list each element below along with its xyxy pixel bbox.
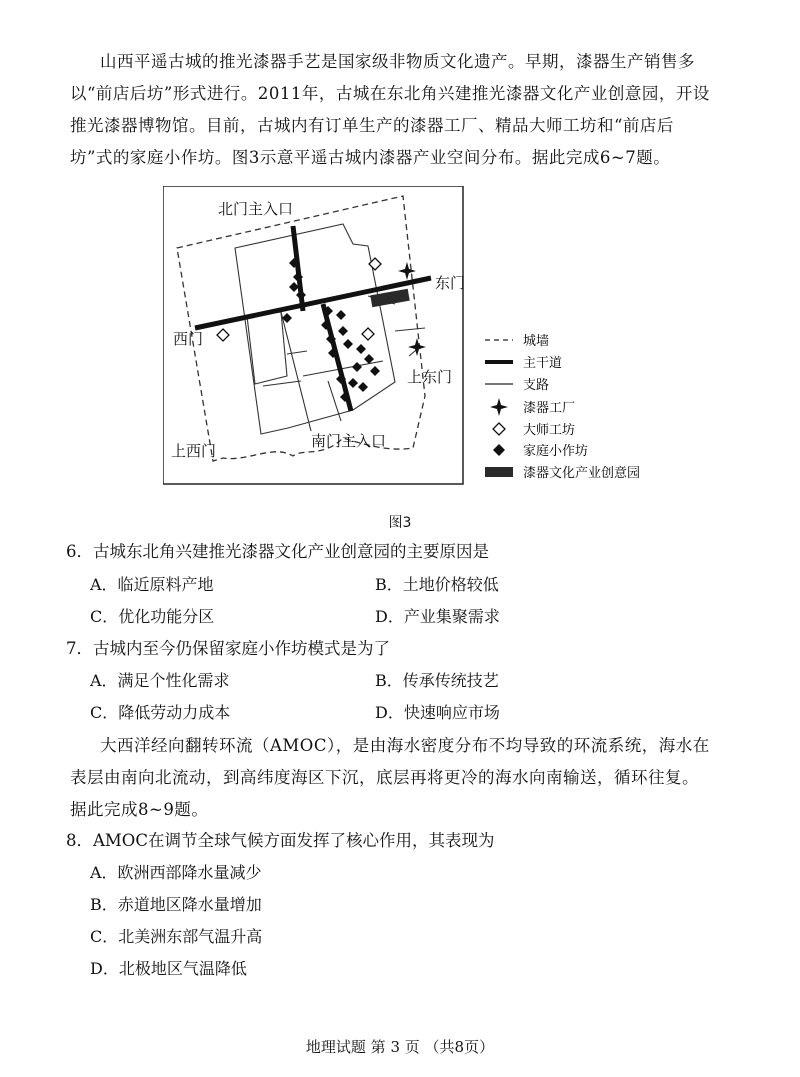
q7-option-c: C．降低劳动力成本 — [90, 703, 231, 722]
master-workshop-icon — [217, 329, 229, 341]
legend-main-road: 主干道 — [523, 356, 563, 371]
legend-master-icon — [493, 423, 505, 435]
east-gate-label: 东门 — [435, 274, 466, 292]
south-gate-label: 南门主入口 — [311, 432, 387, 450]
upper-east-gate-label: 上东门 — [407, 368, 453, 386]
legend-wall: 城墙 — [523, 334, 550, 349]
q8-option-a: A．欧洲西部降水量减少 — [90, 863, 262, 882]
passage-lacquer: 山西平遥古城的推光漆器手艺是国家级非物质文化遗产。早期，漆器生产销售多以“前店后坊”形式进行。2011年，古城在东北角兴建推光漆器文化产业创意园，开设推光漆器博物馆。目前，古城内有订单生产的漆器工厂、精品大师工坊和“前店后坊”式的家庭小作坊。图3示意平遥古城内漆器产业空间分布。据此完成6~7题。 — [70, 52, 710, 167]
q6-option-b: B．土地价格较低 — [375, 575, 499, 594]
north-gate-label: 北门主入口 — [218, 200, 294, 218]
west-gate-label: 西门 — [173, 330, 204, 348]
legend-master-workshop: 大师工坊 — [523, 423, 576, 438]
q6-option-d: D．产业集聚需求 — [375, 607, 500, 626]
main-roads — [195, 226, 431, 411]
q8-option-c: C．北美洲东部气温升高 — [90, 927, 263, 946]
q6-option-c: C．优化功能分区 — [90, 607, 215, 626]
upper-west-gate-label: 上西门 — [171, 442, 217, 460]
legend-branch-road: 支路 — [523, 378, 550, 393]
legend-family-icon — [493, 444, 505, 456]
q7-option-b: B．传承传统技艺 — [375, 671, 499, 690]
legend-factory: 漆器工厂 — [523, 401, 576, 416]
q7-option-a: A．满足个性化需求 — [90, 671, 230, 690]
figure-caption: 图3 — [388, 515, 412, 531]
city-wall — [177, 196, 425, 461]
q7-option-d: D．快速响应市场 — [375, 703, 500, 722]
map-svg — [163, 186, 673, 496]
question-7-stem: 7．古城内至今仍保留家庭小作坊模式是为了 — [66, 639, 390, 658]
legend — [485, 333, 640, 481]
figure-3-map — [163, 186, 673, 496]
q8-option-b: B．赤道地区降水量增加 — [90, 895, 262, 914]
page-footer: 地理试题 第 3 页 （共8页） — [305, 1038, 495, 1056]
master-workshop-icon — [362, 328, 374, 340]
factory-icon — [398, 262, 416, 280]
legend-park: 漆器文化产业创意园 — [523, 466, 641, 481]
question-6-stem: 6．古城东北角兴建推光漆器文化产业创意园的主要原因是 — [66, 542, 489, 561]
legend-family-workshop: 家庭小作坊 — [523, 444, 589, 459]
legend-factory-icon — [490, 398, 508, 416]
question-8-stem: 8．AMOC在调节全球气候方面发挥了核心作用，其表现为 — [66, 831, 495, 850]
legend-park-swatch — [485, 467, 513, 477]
q6-option-a: A．临近原料产地 — [90, 575, 214, 594]
q8-option-d: D．北极地区气温降低 — [90, 959, 247, 978]
factory-icon — [408, 338, 426, 356]
passage-amoc: 大西洋经向翻转环流（AMOC），是由海水密度分布不均导致的环流系统，海水在表层由南向北流动，到高纬度海区下沉，底层再将更冷的海水向南输送，循环往复。据此完成8~9题。 — [70, 736, 710, 819]
